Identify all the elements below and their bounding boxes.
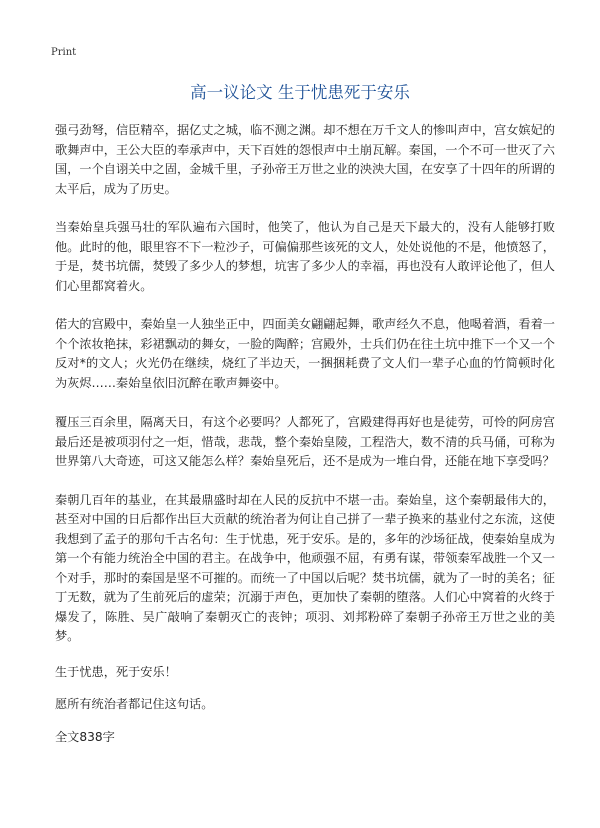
paragraph: 生于忧患，死于安乐！	[55, 664, 177, 679]
paragraph: 秦朝几百年的基业，在其最鼎盛时却在人民的反抗中不堪一击。秦始皇，这个秦朝最伟大的，甚至对中国的日后都作出巨大贡献的统治者为何让自己拼了一辈子换来的基业付之东流，这使我想到了孟子的那句千古名句：生于忧患，死于安乐。是的，多年的沙场征战，使秦始皇成为第一个有能力统治全中国的君主。在战争中，他顽强不屈，有勇有谋，带领秦军战胜一个又一个对手，那时的秦国是坚不可摧的。而统一了中国以后呢？焚书坑儒，就为了一时的美名；征丁无数，就为了生前死后的虚荣；沉溺于声色，更加快了秦朝的堕落。人们心中窝着的火终于爆发了，陈胜、吴广敲响了秦朝灭亡的丧钟；项羽、刘邦粉碎了秦朝子孙帝王万世之业的美梦。	[55, 492, 555, 643]
document-body	[55, 121, 555, 747]
paragraph: 覆压三百余里，隔离天日，有这个必要吗？人都死了，宫殿建得再好也是徒劳，可怜的阿房宫最后还是被项羽付之一炬，惜哉，悲哉，整个秦始皇陵，工程浩大，数不清的兵马俑，可称为世界第八大奇迹，可这又能怎么样？秦始皇死后，还不是成为一堆白骨，还能在地下享受吗？	[55, 415, 555, 468]
word-count: 全文838字	[55, 729, 115, 744]
paragraph: 偌大的宫殿中，秦始皇一人独坐正中，四面美女翩翩起舞，歌声经久不息，他喝着酒，看着一个个浓妆艳抹，彩裙飘动的舞女，一脸的陶醉；宫殿外，士兵们仍在往土坑中推下一个又一个反对*的文人；火光仍在继续，烧红了半边天，一捆捆耗费了文人们一辈子心血的竹简顿时化为灰烬……秦始皇依旧沉醉在歌声舞姿中。	[55, 317, 555, 390]
paragraph: 强弓劲弩，信臣精卒，据亿丈之城，临不测之渊。却不想在万千文人的惨叫声中，宫女嫔妃的歌舞声中，王公大臣的奉承声中，天下百姓的怨恨声中土崩瓦解。秦国，一个不可一世灭了六国，一个自诩关中之固，金城千里，子孙帝王万世之业的泱泱大国，在安享了十四年的所谓的太平后，成为了历史。	[55, 123, 555, 196]
paragraph: 愿所有统治者都记住这句话。	[55, 697, 214, 711]
paragraph: 当秦始皇兵强马壮的军队遍布六国时，他笑了，他认为自己是天下最大的，没有人能够打败他。此时的他，眼里容不下一粒沙子，可偏偏那些该死的文人，处处说他的不是，他愤怒了，于是，焚书坑儒，焚毁了多少人的梦想，坑害了多少人的幸福，再也没有人敢评论他了，但人们心里都窝着火。	[55, 220, 555, 293]
print-label: Print	[51, 47, 77, 58]
document-title: 高一议论文 生于忧患死于安乐	[190, 83, 410, 102]
